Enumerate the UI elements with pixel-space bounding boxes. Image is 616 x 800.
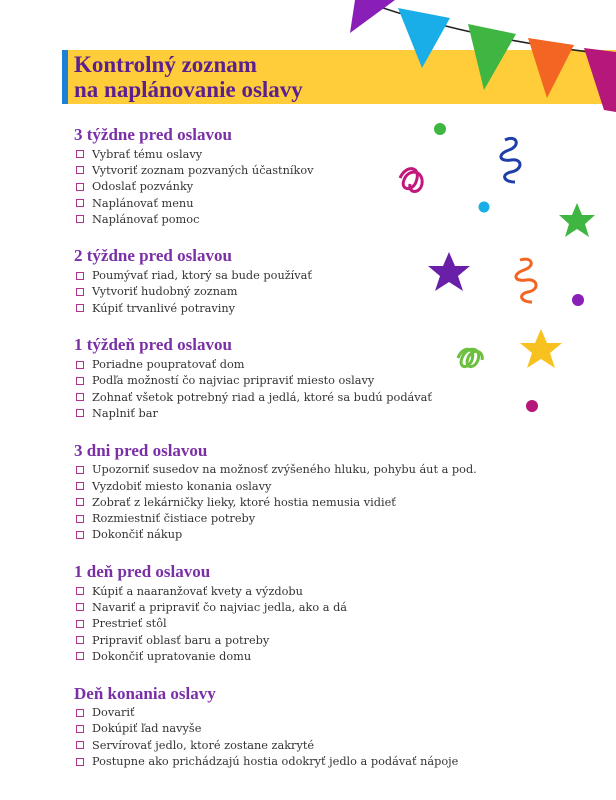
checklist-item bbox=[74, 721, 494, 737]
section-heading: Deň konania oslavy bbox=[74, 683, 216, 703]
checklist-item-label: Poumývať riad, ktorý sa bude používať bbox=[92, 269, 312, 283]
checklist-item bbox=[74, 162, 494, 178]
checklist-item bbox=[74, 494, 494, 510]
bunting-flag-green bbox=[468, 24, 516, 90]
checklist-item bbox=[74, 267, 494, 283]
checklist-item bbox=[74, 616, 494, 632]
checklist-item-label: Prestrieť stôl bbox=[92, 617, 167, 631]
section-heading: 1 týždeň pred oslavou bbox=[74, 335, 232, 355]
checklist-item-label: Upozorniť susedov na možnosť zvýšeného hluku, pohybu áut a pod. bbox=[92, 463, 477, 477]
checklist-item-label: Zohnať všetok potrebný riad a jedlá, ktoré sa budú podávať bbox=[92, 390, 432, 404]
section-heading: 2 týždne pred oslavou bbox=[74, 246, 232, 266]
checklist-item bbox=[74, 510, 494, 526]
checklist-items bbox=[74, 705, 494, 770]
checklist-item-label: Poriadne poupratovať dom bbox=[92, 358, 245, 372]
bunting-flag-orange bbox=[528, 38, 574, 98]
checklist-items bbox=[74, 267, 494, 316]
checklist-item-label: Vybrať tému oslavy bbox=[92, 147, 203, 161]
checkbox[interactable] bbox=[76, 183, 84, 191]
checklist-item-label: Vytvoriť hudobný zoznam bbox=[92, 285, 238, 299]
checkbox[interactable] bbox=[76, 498, 84, 506]
checklist-item-label: Podľa možností čo najviac pripraviť miesto oslavy bbox=[92, 374, 375, 388]
checklist-items bbox=[74, 146, 494, 227]
checklist-item bbox=[74, 300, 494, 316]
checklist-item bbox=[74, 211, 494, 227]
checkbox[interactable] bbox=[76, 166, 84, 174]
section-heading: 1 deň pred oslavou bbox=[74, 562, 211, 582]
checkbox[interactable] bbox=[76, 531, 84, 539]
checkbox[interactable] bbox=[76, 603, 84, 611]
checklist-item bbox=[74, 583, 494, 599]
checkbox[interactable] bbox=[76, 758, 84, 766]
checkbox[interactable] bbox=[76, 482, 84, 490]
bunting-flag-magenta bbox=[584, 48, 616, 112]
checklist-item-label: Postupne ako prichádzajú hostia odokryť jedlo a podávať nápoje bbox=[92, 755, 459, 769]
checklist-item-label: Kúpiť trvanlivé potraviny bbox=[92, 301, 236, 315]
checkbox[interactable] bbox=[76, 304, 84, 312]
page-title-line-2: na naplánovanie oslavy bbox=[74, 77, 303, 102]
checklist-items bbox=[74, 462, 494, 543]
checklist-item-label: Dovariť bbox=[92, 706, 135, 720]
checklist-item bbox=[74, 195, 494, 211]
checklist-item bbox=[74, 753, 494, 769]
checklist-item-label: Kúpiť a naaranžovať kvety a výzdobu bbox=[92, 584, 303, 598]
checkbox[interactable] bbox=[76, 636, 84, 644]
checklist-item-label: Dokúpiť ľad navyše bbox=[92, 722, 202, 736]
bunting-flag-blue bbox=[398, 8, 450, 68]
checklist-item-label: Rozmiestniť čistiace potreby bbox=[92, 512, 256, 526]
checklist-item bbox=[74, 648, 494, 664]
confetti-dot-purple bbox=[572, 294, 584, 306]
checklist-item bbox=[74, 632, 494, 648]
checkbox[interactable] bbox=[76, 150, 84, 158]
checklist-item-label: Naplánovať menu bbox=[92, 196, 194, 210]
streamer-navy bbox=[501, 138, 520, 182]
confetti-dot-magenta bbox=[526, 400, 538, 412]
checklist-item-label: Dokončiť upratovanie domu bbox=[92, 649, 252, 663]
checklist-item bbox=[74, 405, 494, 421]
checklist-item-label: Zobrať z lekárničky lieky, ktoré hostia nemusia vidieť bbox=[92, 495, 396, 509]
checklist-item bbox=[74, 599, 494, 615]
checklist bbox=[74, 124, 494, 788]
checklist-item bbox=[74, 179, 494, 195]
checkbox[interactable] bbox=[76, 725, 84, 733]
checklist-item bbox=[74, 705, 494, 721]
checkbox[interactable] bbox=[76, 215, 84, 223]
checkbox[interactable] bbox=[76, 741, 84, 749]
checklist-item-label: Pripraviť oblasť baru a potreby bbox=[92, 633, 270, 647]
checkbox[interactable] bbox=[76, 361, 84, 369]
checklist-section bbox=[74, 683, 494, 770]
checklist-item bbox=[74, 478, 494, 494]
checklist-section bbox=[74, 124, 494, 227]
checklist-item bbox=[74, 389, 494, 405]
checklist-item bbox=[74, 146, 494, 162]
checkbox[interactable] bbox=[76, 620, 84, 628]
checkbox[interactable] bbox=[76, 652, 84, 660]
checklist-item bbox=[74, 527, 494, 543]
section-heading: 3 týždne pred oslavou bbox=[74, 125, 232, 144]
checklist-item-label: Servírovať jedlo, ktoré zostane zakryté bbox=[92, 738, 315, 752]
checkbox[interactable] bbox=[76, 409, 84, 417]
star-yellow bbox=[520, 329, 562, 368]
checklist-item-label: Vytvoriť zoznam pozvaných účastníkov bbox=[92, 163, 314, 177]
checklist-item-label: Dokončiť nákup bbox=[92, 528, 183, 542]
bunting-flag-purple bbox=[350, 0, 395, 33]
checklist-section bbox=[74, 245, 494, 316]
checklist-section bbox=[74, 440, 494, 543]
checklist-item bbox=[74, 284, 494, 300]
checkbox[interactable] bbox=[76, 393, 84, 401]
checklist-section bbox=[74, 561, 494, 664]
checklist-item bbox=[74, 373, 494, 389]
streamer-orange bbox=[516, 259, 536, 302]
checkbox[interactable] bbox=[76, 515, 84, 523]
checklist-item bbox=[74, 737, 494, 753]
checklist-item-label: Odoslať pozvánky bbox=[92, 180, 194, 194]
checkbox[interactable] bbox=[76, 199, 84, 207]
checklist-item-label: Vyzdobiť miesto konania oslavy bbox=[92, 479, 272, 493]
star-green bbox=[559, 203, 595, 237]
checkbox[interactable] bbox=[76, 272, 84, 280]
checklist-item bbox=[74, 462, 494, 478]
checkbox[interactable] bbox=[76, 288, 84, 296]
page-title-line-1: Kontrolný zoznam bbox=[74, 52, 257, 77]
checkbox[interactable] bbox=[76, 377, 84, 385]
section-heading: 3 dni pred oslavou bbox=[74, 440, 208, 460]
checklist-item-label: Naplniť bar bbox=[92, 406, 158, 420]
checklist-items bbox=[74, 583, 494, 664]
checklist-item-label: Naplánovať pomoc bbox=[92, 212, 200, 226]
checklist-section bbox=[74, 334, 494, 421]
checkbox[interactable] bbox=[76, 466, 84, 474]
checklist-item bbox=[74, 356, 494, 372]
checklist-items bbox=[74, 356, 494, 421]
checklist-item-label: Navariť a pripraviť čo najviac jedla, ako a dá bbox=[92, 600, 348, 614]
checkbox[interactable] bbox=[76, 709, 84, 717]
checkbox[interactable] bbox=[76, 587, 84, 595]
